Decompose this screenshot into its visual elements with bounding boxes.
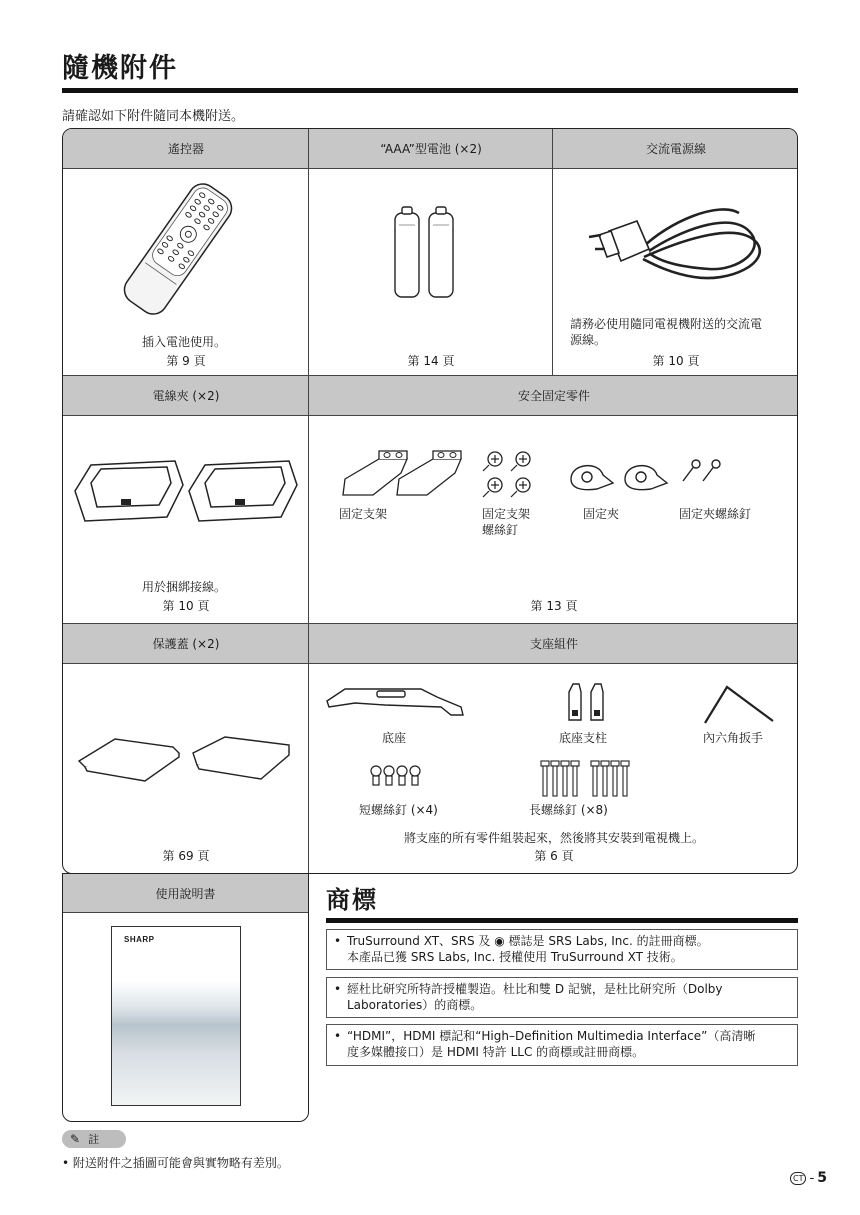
stand-base-label: 底座 [382, 731, 407, 745]
header-stand: 支座組件 [309, 623, 798, 664]
page-number [790, 1170, 827, 1186]
remote-control-illustration [113, 179, 243, 319]
battery-illustration [393, 207, 473, 299]
note-text-content: 附送附件之插圖可能會與實物略有差別。 [72, 1156, 289, 1170]
pencil-icon: ✎ [70, 1132, 81, 1146]
ac-cord-page-ref: 第 10 頁 [652, 354, 700, 368]
trademark-line: Laboratories）的商標。 [347, 998, 483, 1012]
ac-cord-desc-line2: 源線。 [570, 333, 607, 347]
manual-booklet-illustration [111, 926, 241, 1106]
page-number-value: 5 [817, 1170, 827, 1186]
manual-brand-logo: SHARP [124, 935, 155, 944]
trademark-line: 度多媒體接口）是 HDMI 特許 LLC 的商標或註冊商標。 [347, 1045, 645, 1059]
clamp-label: 固定夾 [583, 507, 620, 521]
intro-text: 請確認如下附件隨同本機附送。 [62, 109, 245, 124]
column-divider [308, 129, 309, 874]
bracket-screw-label-line2: 螺絲釘 [482, 523, 519, 537]
clamp-screw-illustration [681, 459, 725, 483]
stand-post-illustration [565, 682, 607, 722]
header-cable-clamp: 電線夾 (×2) [63, 375, 309, 416]
remote-page-ref: 第 9 頁 [166, 354, 206, 368]
hex-key-illustration [701, 683, 777, 727]
clamp-illustration [567, 457, 679, 493]
note-badge [62, 1130, 126, 1148]
trademark-item [326, 1024, 798, 1066]
manual-cell [62, 873, 309, 1122]
stand-page-ref: 第 6 頁 [534, 849, 574, 863]
page-separator: - [809, 1170, 815, 1186]
header-remote: 遙控器 [63, 129, 309, 169]
bullet: • [334, 934, 342, 948]
title-rule [62, 88, 798, 93]
column-divider [552, 129, 553, 375]
cable-clamp-desc: 用於捆綁接線。 [142, 580, 227, 594]
cover-illustration [75, 735, 295, 783]
trademark-line: “HDMI”，HDMI 標記和“High–Definition Multimedia Interface”（高清晰 [347, 1029, 756, 1043]
safety-page-ref: 第 13 頁 [530, 599, 578, 613]
battery-page-ref: 第 14 頁 [407, 354, 455, 368]
stand-desc: 將支座的所有零件組裝起來，然後將其安裝到電視機上。 [403, 831, 704, 845]
trademark-line: TruSurround XT、SRS 及 ◉ 標誌是 SRS Labs, Inc. 的註冊商標。 [347, 934, 709, 948]
bullet: • [334, 1029, 342, 1043]
bracket-illustration [339, 451, 475, 499]
long-screw-label: 長螺絲釘 (×8) [529, 803, 608, 817]
hex-key-label: 內六角扳手 [703, 731, 764, 745]
stand-post-label: 底座支柱 [559, 731, 608, 745]
trademark-item [326, 929, 798, 970]
cover-page-ref: 第 69 頁 [162, 849, 210, 863]
trademark-line: 本產品已獲 SRS Labs, Inc. 授權使用 TruSurround XT 技術。 [347, 950, 683, 964]
header-cover: 保護蓋 (×2) [63, 623, 309, 664]
page-title: 隨機附件 [62, 53, 178, 84]
cable-clamp-illustration [71, 455, 303, 527]
clamp-screw-label: 固定夾螺絲釘 [679, 507, 752, 521]
stand-base-illustration [325, 685, 465, 721]
trademark-line: 經杜比研究所特許授權製造。杜比和雙 D 記號，是杜比研究所（Dolby [347, 982, 723, 996]
header-manual: 使用說明書 [63, 874, 308, 913]
region-code: CT [790, 1172, 806, 1185]
note-badge-label: 註 [88, 1133, 100, 1146]
bracket-label: 固定支架 [339, 507, 388, 521]
trademarks-rule [326, 918, 798, 923]
remote-desc: 插入電池使用。 [142, 335, 227, 349]
accessories-table [62, 128, 798, 874]
trademarks-title: 商標 [326, 886, 378, 914]
note-text [62, 1154, 289, 1171]
bracket-screw-label-line1: 固定支架 [482, 507, 531, 521]
header-ac-cord: 交流電源線 [553, 129, 798, 169]
header-battery: “AAA”型電池 (×2) [309, 129, 553, 169]
header-safety: 安全固定零件 [309, 375, 798, 416]
short-screw-illustration [369, 765, 425, 787]
bullet: • [334, 982, 342, 996]
ac-cord-illustration [589, 191, 769, 286]
short-screw-label: 短螺絲釘 (×4) [359, 803, 438, 817]
bracket-screw-illustration [483, 447, 535, 497]
ac-cord-desc-line1: 請務必使用隨同電視機附送的交流電 [570, 317, 763, 331]
cable-clamp-page-ref: 第 10 頁 [162, 599, 210, 613]
trademark-item [326, 977, 798, 1018]
long-screw-illustration [539, 761, 633, 799]
bullet: • [62, 1156, 70, 1170]
